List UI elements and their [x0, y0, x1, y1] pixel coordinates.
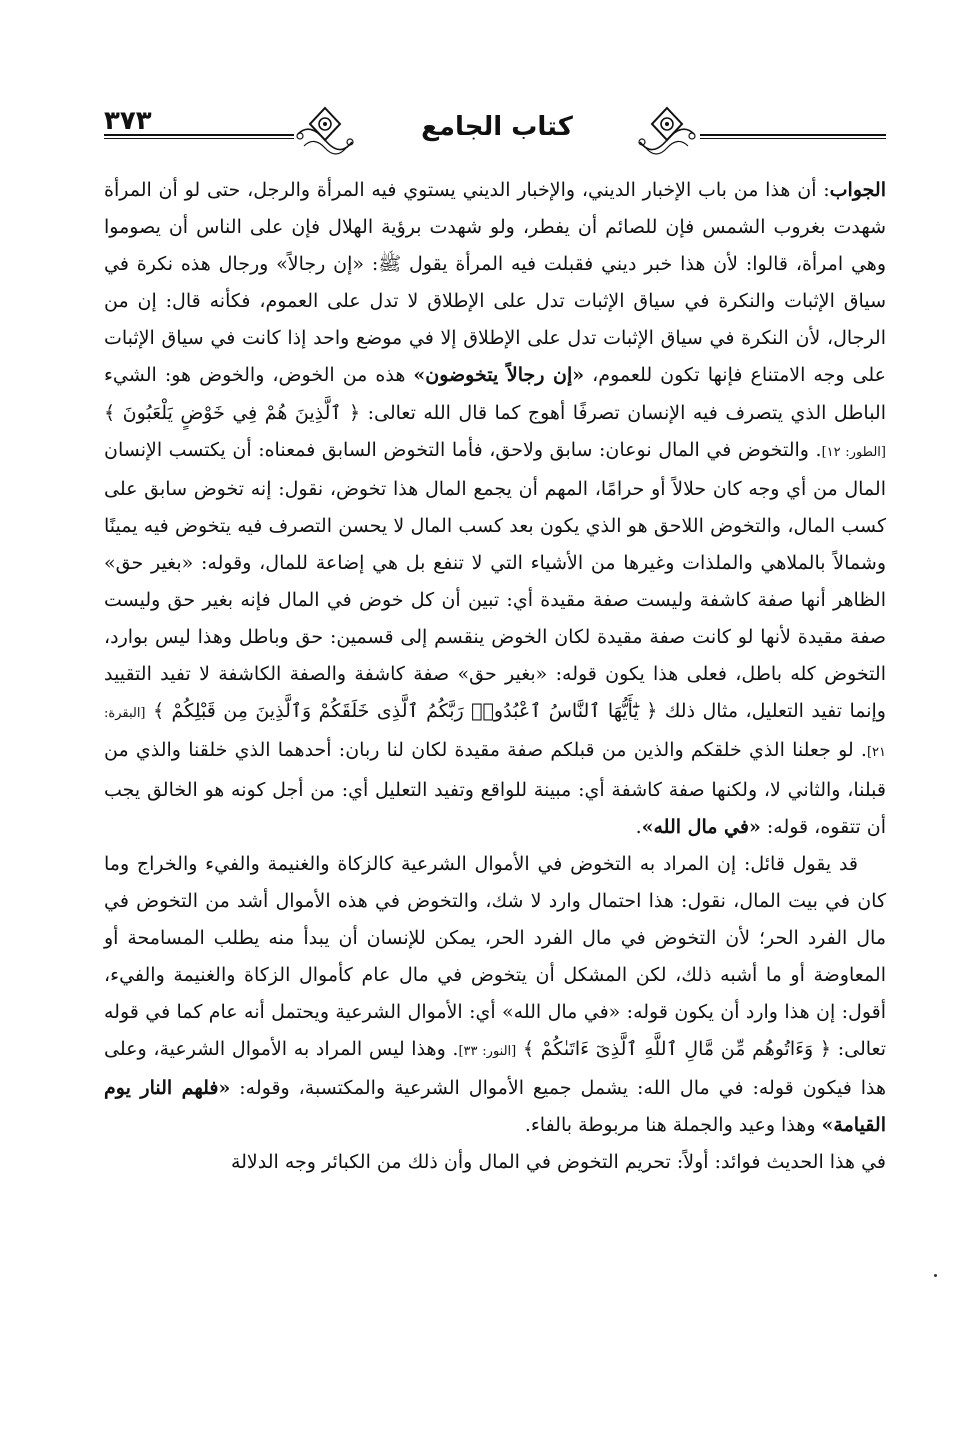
- text-segment: في هذا الحديث فوائد: أولاً: تحريم التخوض في المال وأن ذلك من الكبائر وجه الدلالة: [230, 1151, 886, 1174]
- ornament-left-icon: [290, 102, 360, 162]
- text-segment: . لو جعلنا الذي خلقكم والذين من قبلكم صفة مقيدة لكان لنا ربان: أحدهما الذي خلقنا والذي من قبلنا، والثاني لا، ولكنها صفة كاشفة أي: مبينة للواقع وتفيد التعليل أي: من أجل كونه هو الخالق يجب أن تتقوه، قوله:: [104, 739, 886, 838]
- paragraph-p1: [104, 172, 886, 846]
- text-segment: .: [635, 815, 642, 838]
- ornament-right-icon: [632, 102, 702, 162]
- quran-reference: [البقرة: ٢١]: [104, 706, 886, 761]
- text-segment: وهذا وعيد والجملة هنا مربوطة بالفاء.: [524, 1114, 822, 1137]
- text-segment: : أن هذا من باب الإخبار الديني، والإخبار الديني يستوي فيه المرأة والرجل، حتى لو أن المرأة شهدت بغروب الشمس فإن للصائم أن يفطر، ولو شهدت برؤية الهلال فإن على الناس أن يصوموا وهي امرأة، قالوا: لأن هذا خبر ديني فقبلت فيه المرأة يقول ﷺ: «إن رجالاً» ورجال هذه نكرة في سياق الإثبات والنكرة في سياق الإثبات تدل على الإطلاق لا تدل على العموم، فكأنه قال: إن من الرجال، لأن النكرة في سياق الإثبات تدل على الإطلاق إلا في موضع واحد إذا كانت في سياق الإثبات على وجه الامتناع فإنها تكون للعموم،: [104, 179, 887, 387]
- text-segment: قد يقول قائل: إن المراد به التخوض في الأموال الشرعية كالزكاة والغنيمة والفيء والخراج وما كان في بيت المال، نقول: هذا احتمال وارد لا شك، والتخوض في هذه الأموال أشد من التخوض في مال الفرد الحر؛ لأن التخوض في مال الفرد الحر، يمكن للإنسان أن يبدأ منه يطلب المسامحة أو المعاوضة أو ما أشبه ذلك، لكن المشكل أن يتخوض في مال عام كأموال الزكاة والغنيمة والفيء، أقول: إن هذا وارد أن يكون قوله: «في مال الله» أي: الأموال الشرعية ويحتمل أنه عام كما في قوله تعالى: ﴿ وَءَاتُوهُم مِّن مَّالِ ٱللَّهِ ٱلَّذِىٓ ءَاتَىٰكُمْ ﴾: [104, 852, 886, 1061]
- book-title: كتاب الجامع: [421, 112, 573, 142]
- page-body-text: [104, 172, 886, 1182]
- quoted-hadith-phrase: «إن رجالاً يتخوضون»: [413, 364, 585, 387]
- text-segment: هذه من الخوض، والخوض هو: الشيء الباطل الذي يتصرف فيه الإنسان تصرفًا أهوج كما قال الله تعالى: ﴿ ٱلَّذِينَ هُمْ فِي خَوْضٍ يَلْعَبُونَ ﴾: [104, 364, 886, 424]
- text-segment: . وهذا ليس المراد به الأموال الشرعية، وعلى هذا فيكون قوله: في مال الله: يشمل جميع الأموال الشرعية والمكتسبة، وقوله:: [104, 1038, 886, 1100]
- header-rule-right: [700, 134, 886, 139]
- paragraph-p2: [104, 846, 886, 1145]
- quoted-hadith-phrase: «فلهم النار يوم القيامة»: [104, 1077, 886, 1137]
- quran-reference: [الطور: ١٢]: [821, 444, 886, 460]
- page-number: ٣٧٣: [104, 106, 152, 136]
- text-segment: . والتخوض في المال نوعان: سابق ولاحق، فأما التخوض السابق فمعناه: أن يكتسب الإنسان المال من أي وجه كان حلالاً أو حرامًا، المهم أن يجمع المال هذا تخوض، نقول: إنه تخوض سابق على كسب المال، والتخوض اللاحق هو الذي يكون بعد كسب المال لا يحسن التصرف فيه يتخوض فيه يمينًا وشمالاً بالملاهي والملذات وغيرها من الأشياء التي لا تنفع بل هي إضاعة للمال، وقوله: «بغير حق» الظاهر أنها صفة كاشفة وليست صفة مقيدة أي: تبين أن كل خوض في المال فإنه بغير حق وليست صفة مقيدة لأنها لو كانت صفة مقيدة لكان الخوض ينقسم إلى قسمين: حق وباطل وهذا ليس بوارد، التخوض كله باطل، فعلى هذا يكون قوله: «بغير حق» صفة كاشفة والصفة الكاشفة لا تفيد التقييد وإنما تفيد التعليل، مثال ذلك ﴿ يَٰٓأَيُّهَا ٱلنَّاسُ ٱعْبُدُوا۟ رَبَّكُمُ ٱلَّذِى خَلَقَكُمْ وَٱلَّذِينَ مِن قَبْلِكُمْ ﴾: [104, 438, 886, 723]
- quoted-hadith-phrase: الجواب: [829, 179, 886, 201]
- margin-mark: [934, 1274, 937, 1277]
- page-header: [104, 98, 886, 168]
- quoted-hadith-phrase: «في مال الله»: [641, 815, 761, 838]
- quran-reference: [النور: ٣٣]: [458, 1044, 517, 1060]
- paragraph-p3: [104, 1144, 886, 1181]
